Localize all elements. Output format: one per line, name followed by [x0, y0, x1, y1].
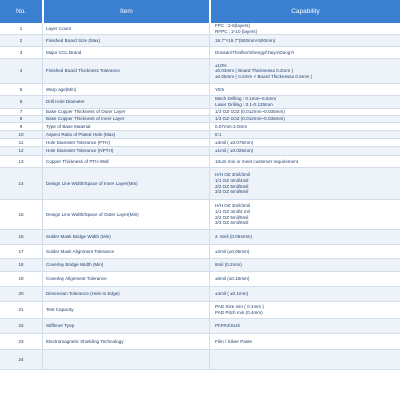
row-capability: [215, 230, 400, 244]
capability-line: PAD Size min ( 0.1mm ): [215, 304, 264, 310]
row-item: Type of Base Material: [46, 123, 91, 129]
row-item: Test Capacity: [46, 307, 74, 313]
row-capability: [215, 139, 400, 146]
row-number: 5: [19, 86, 23, 92]
row-number: 2: [19, 37, 23, 43]
capability-line: 19.7"×19.7"(500mm×500mm): [215, 37, 276, 43]
table-row: [0, 35, 400, 47]
table-header: [0, 0, 400, 23]
table-row: [0, 116, 400, 123]
row-capability: [215, 23, 400, 34]
row-item: Drill Hole Diameter: [46, 99, 85, 105]
column-divider: [209, 139, 210, 146]
capability-line: Mech Drilling : 0.1mm~6.5mm: [215, 96, 277, 102]
row-capability: [215, 59, 400, 83]
table-row: [0, 84, 400, 96]
row-item: Solder Mask Bridge Width (Min): [46, 234, 111, 240]
column-divider: [209, 116, 210, 122]
row-number: 23: [18, 338, 24, 344]
column-divider: [42, 109, 43, 115]
table-row: [0, 319, 400, 334]
column-divider: [209, 319, 210, 333]
row-capability: [215, 96, 400, 108]
row-capability: [215, 259, 400, 271]
column-divider: [42, 230, 43, 244]
table-body: [0, 23, 400, 370]
capability-line: ±0.03mm ( Board Thickness≤ 0.2mm ): [215, 68, 293, 74]
capability-line: ±4mil ( ±0.1mm): [215, 291, 249, 297]
capability-line: Film / Silver Paste: [215, 338, 253, 344]
table-row: [0, 334, 400, 350]
row-number: 22: [18, 323, 24, 329]
column-divider: [209, 302, 210, 318]
capability-line: YES: [215, 86, 225, 92]
column-divider: [209, 109, 210, 115]
column-divider: [209, 287, 210, 301]
column-divider: [209, 245, 210, 258]
column-divider: [209, 230, 210, 244]
row-item: Aspect Ratio of Plated Hole (Max): [46, 131, 116, 137]
row-capability: [215, 147, 400, 155]
column-divider: [42, 200, 43, 229]
row-item: Finished Board Thickness Tolerance: [46, 68, 120, 74]
header-no: No.: [15, 8, 27, 15]
column-divider: [209, 200, 210, 229]
row-capability: [215, 334, 400, 349]
capability-line: 10um min or meet customer requirement: [215, 158, 298, 164]
row-item: Base Copper Thickness of Outer Layer: [46, 109, 126, 115]
header-item: Item: [120, 8, 133, 15]
table-row: [0, 139, 400, 147]
capability-line: Laser Drilling : 0.1-0.125mm: [215, 102, 273, 107]
capability-line: 1/1 OZ 4mil/4mil: [215, 177, 249, 183]
table-row: [0, 168, 400, 200]
column-divider: [42, 245, 43, 258]
row-number: 18: [18, 262, 24, 268]
header-capability: Capability: [291, 8, 320, 15]
column-divider: [42, 334, 43, 349]
row-item: Hole Diameter Tolerance (NPTH): [46, 148, 114, 154]
column-divider: [42, 259, 43, 271]
capability-line: ±6mil (±0.15mm): [215, 276, 250, 282]
capability-line: 3/3 OZ 6mil/6mil: [215, 220, 249, 226]
column-divider: [209, 147, 210, 155]
capability-line: ±10%: [215, 62, 227, 68]
row-capability: [215, 156, 400, 167]
row-item: Hole Diameter Tolerance (PTH): [46, 139, 110, 145]
column-divider: [209, 334, 210, 349]
row-number: 1: [19, 25, 23, 31]
column-divider: [209, 123, 210, 130]
row-item: Warp age(Min): [46, 86, 77, 92]
column-divider: [209, 156, 210, 167]
column-divider: [209, 131, 210, 138]
capability-line: ±3mil ( ±0.075mm): [215, 139, 254, 145]
capability-line: 2/2 OZ 5mil/5mil: [215, 183, 249, 189]
row-item: Base Copper Thickness of Inner Layer: [46, 116, 125, 122]
row-capability: [215, 116, 400, 122]
capability-line: 2. 5mil (0.064mm): [215, 234, 253, 240]
table-row: [0, 230, 400, 245]
row-number: 8: [19, 116, 23, 122]
column-divider: [42, 84, 43, 95]
capability-line: ±0.05mm ( 0.2mm < Board Thickness≤ 0.5mm ): [215, 73, 313, 79]
row-item: Copper Thickness of PTH Wall: [46, 158, 109, 164]
column-divider: [209, 96, 210, 108]
column-divider: [42, 350, 43, 369]
row-item: Major CCL Brand: [46, 49, 82, 55]
column-divider: [42, 47, 43, 58]
row-capability: [215, 131, 400, 138]
row-number: 11: [18, 139, 24, 145]
column-divider: [42, 116, 43, 122]
table-row: [0, 96, 400, 109]
table-row: [0, 287, 400, 302]
table-row: [0, 47, 400, 59]
column-divider: [42, 319, 43, 333]
row-number: 19: [18, 276, 24, 282]
row-number: 20: [18, 291, 24, 297]
column-divider: [42, 287, 43, 301]
capability-line: RFPC : 2-10 (layers): [215, 28, 258, 34]
column-divider: [209, 272, 210, 286]
capability-line: 0.07mm-2.0mm: [215, 123, 248, 129]
capability-line: PI\FR4\SUS: [215, 323, 241, 329]
row-capability: [215, 302, 400, 318]
row-number: 4: [19, 68, 23, 74]
row-number: 14: [18, 180, 24, 186]
row-capability: [215, 245, 400, 258]
capability-line: FPC : 2-6(layers): [215, 22, 250, 28]
table-row: [0, 131, 400, 139]
table-row: [0, 109, 400, 116]
capability-line: 2/2 OZ 5mil/5mil: [215, 214, 249, 220]
row-number: 15: [18, 211, 24, 217]
table-row: [0, 245, 400, 259]
row-item: Design Line Width/Space of Outer Layer(Min): [46, 211, 139, 217]
row-capability: [215, 35, 400, 46]
row-capability: [215, 350, 400, 369]
row-item: Stiffener Tyep: [46, 323, 75, 329]
table-row: [0, 147, 400, 156]
column-divider: [42, 59, 43, 83]
column-divider: [42, 131, 43, 138]
capability-line: 1/3 OZ-1OZ (0.012mm~0.035mm): [215, 109, 285, 115]
row-item: Dimension Tolerance (Hole to Edge): [46, 291, 120, 297]
row-number: 21: [18, 307, 24, 313]
row-item: [46, 350, 211, 369]
column-divider: [42, 272, 43, 286]
capability-line: PAD Pitch min (0.4mm): [215, 310, 263, 315]
column-divider: [42, 96, 43, 108]
row-capability: [215, 287, 400, 301]
capability-line: 8mil (0.2mm): [215, 262, 242, 268]
row-number: 13: [18, 158, 24, 164]
table-row: [0, 302, 400, 319]
column-divider: [42, 123, 43, 130]
column-divider: [42, 23, 43, 34]
row-number: 3: [19, 49, 23, 55]
row-capability: [215, 319, 400, 333]
column-divider: [42, 139, 43, 146]
column-divider: [42, 168, 43, 199]
column-divider: [209, 23, 210, 34]
row-item: Solder Mask Alignment Tolerance: [46, 248, 115, 254]
row-number: 16: [18, 234, 24, 240]
column-divider: [209, 259, 210, 271]
capability-line: Doosan\Thinflex\Shengyi\Taiyo\DongYi: [215, 49, 295, 55]
column-divider: [42, 35, 43, 46]
table-row: [0, 123, 400, 131]
row-capability: [215, 200, 400, 229]
capability-line: H/H OZ 3mil/3mil: [215, 172, 250, 178]
capability-line: H/H OZ 3mil/3mil: [215, 203, 250, 209]
table-row: [0, 200, 400, 230]
row-capability: [215, 123, 400, 130]
column-divider: [42, 302, 43, 318]
row-capability: [215, 272, 400, 286]
table-row: [0, 259, 400, 272]
table-row: [0, 156, 400, 168]
capability-line: ±1mil ( ±0.025mm): [215, 148, 254, 154]
row-item: Layer Count: [46, 25, 72, 31]
column-divider: [209, 47, 210, 58]
capability-line: 8:1: [215, 131, 222, 137]
row-item: Coverlay Bridge Width (Min): [46, 262, 104, 268]
row-item: Electromagnetic Shielding Technology: [46, 338, 124, 344]
row-number: 7: [19, 109, 23, 115]
capability-line: ±2mil (±0.05mm): [215, 248, 250, 254]
row-item: Design Line Width/Space of Inner Layer(Min): [46, 180, 138, 186]
table-row: [0, 23, 400, 35]
row-number: 24: [18, 356, 24, 362]
row-number: 10: [18, 131, 24, 137]
table-row: [0, 59, 400, 84]
row-number: 9: [19, 123, 23, 129]
row-number: 6: [19, 99, 23, 105]
column-divider: [42, 147, 43, 155]
row-capability: [215, 109, 400, 115]
column-divider: [209, 35, 210, 46]
row-item: Coverlay Alignment Tolerance: [46, 276, 107, 282]
capability-line: 1/3 OZ-1OZ (0.012mm~0.035mm): [215, 116, 285, 122]
row-capability: [215, 47, 400, 58]
column-divider: [42, 156, 43, 167]
column-divider: [209, 59, 210, 83]
column-divider: [209, 168, 210, 199]
row-capability: [215, 84, 400, 95]
row-item: Finished Board Size (Max): [46, 37, 101, 43]
row-number: 17: [18, 248, 24, 254]
table-row: [0, 272, 400, 287]
column-divider: [209, 350, 210, 369]
capability-line: 1/1 OZ 4mil/4 mil: [215, 208, 250, 214]
table-row: [0, 350, 400, 370]
column-divider: [209, 84, 210, 95]
row-number: 12: [18, 148, 24, 154]
row-capability: [215, 168, 400, 199]
capability-line: 3/3 OZ 6mil/6mil: [215, 189, 249, 195]
